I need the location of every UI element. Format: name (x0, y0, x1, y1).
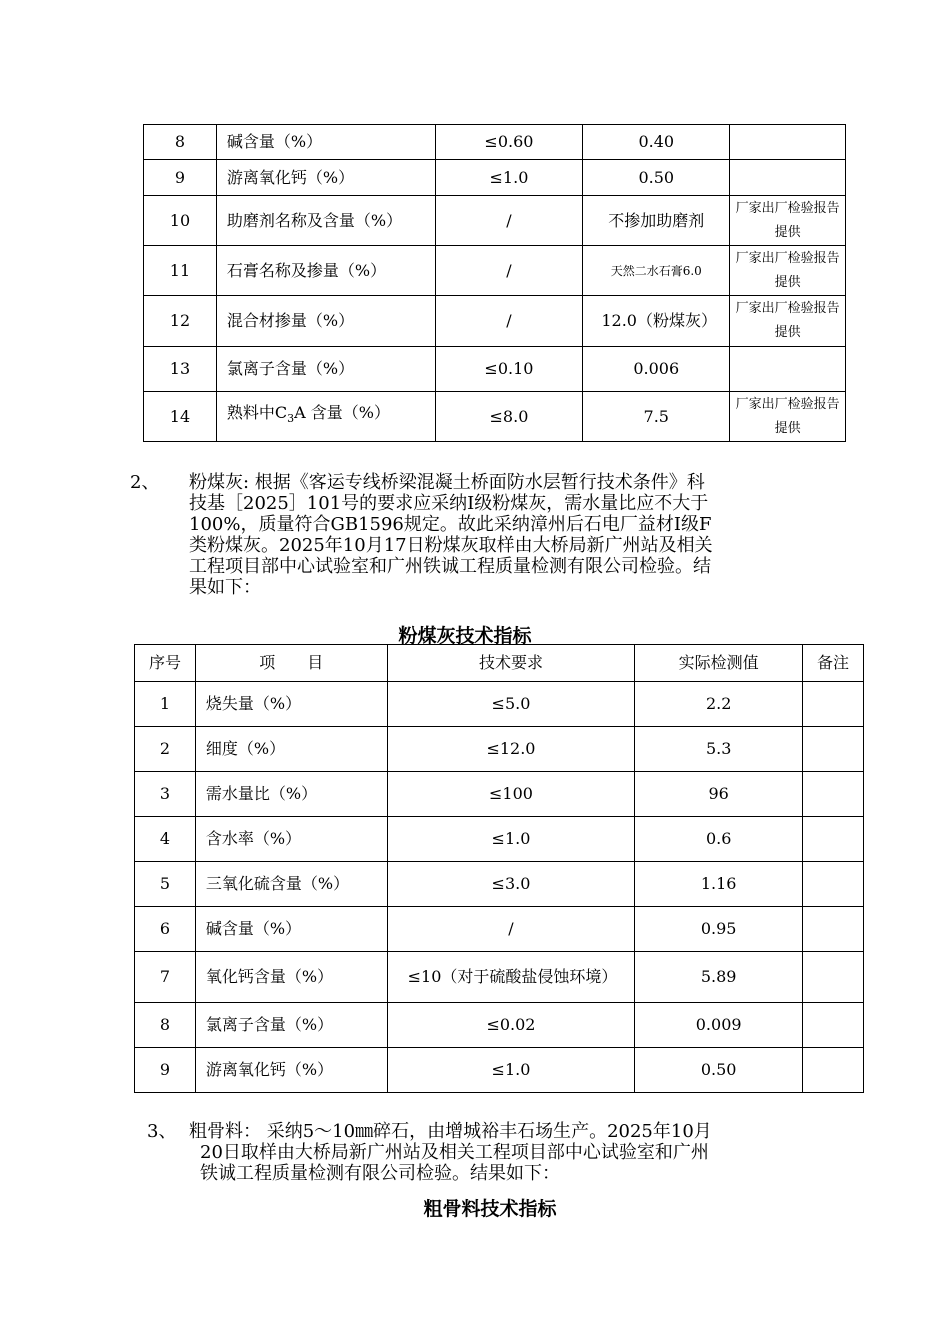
requirement: ≤1.0 (387, 1048, 635, 1093)
remark (803, 817, 864, 862)
paragraph-line: 粉煤灰: 根据《客运专线桥梁混凝土桥面防水层暂行技术条件》科 (189, 472, 705, 493)
remark: 厂家出厂检验报告提供 (730, 246, 846, 296)
item-name: 需水量比（%） (195, 772, 387, 817)
requirement: ≤0.10 (435, 347, 583, 392)
measured-value: 0.006 (583, 347, 730, 392)
remark: 厂家出厂检验报告提供 (730, 296, 846, 347)
paragraph-line: 工程项目部中心试验室和广州铁诚工程质量检测有限公司检验。结 (189, 556, 711, 577)
table-row (144, 160, 846, 196)
measured-value: 1.16 (635, 862, 803, 907)
remark (803, 682, 864, 727)
section-paragraph (189, 472, 849, 598)
requirement: ≤1.0 (435, 160, 583, 196)
measured-value: 天然二水石膏6.0 (583, 246, 730, 296)
measured-value: 2.2 (635, 682, 803, 727)
paragraph-line: 类粉煤灰。2025年10月17日粉煤灰取样由大桥局新广州站及相关 (189, 535, 713, 556)
row-number: 13 (144, 347, 217, 392)
paragraph-line: 20日取样由大桥局新广州站及相关工程项目部中心试验室和广州 (200, 1142, 709, 1163)
remark (730, 347, 846, 392)
item-name-subscript: 3 (287, 412, 295, 426)
measured-value: 7.5 (583, 392, 730, 442)
measured-value: 5.89 (635, 952, 803, 1003)
table-header-row (135, 645, 864, 682)
remark (803, 727, 864, 772)
row-number: 11 (144, 246, 217, 296)
requirement: ≤12.0 (387, 727, 635, 772)
paragraph-line: 铁诚工程质量检测有限公司检验。结果如下： (200, 1163, 560, 1184)
row-number: 7 (135, 952, 196, 1003)
item-name: 游离氧化钙（%） (195, 1048, 387, 1093)
row-number: 8 (135, 1003, 196, 1048)
requirement: ≤3.0 (387, 862, 635, 907)
table-row (144, 296, 846, 347)
remark (730, 160, 846, 196)
item-name: 碱含量（%） (195, 907, 387, 952)
requirement: / (435, 196, 583, 246)
item-name: 游离氧化钙（%） (216, 160, 435, 196)
item-name-suffix: A 含量（%） (294, 403, 390, 423)
table-row (135, 862, 864, 907)
requirement: ≤0.02 (387, 1003, 635, 1048)
row-number: 6 (135, 907, 196, 952)
table-row (144, 246, 846, 296)
row-number: 4 (135, 817, 196, 862)
remark (730, 125, 846, 160)
measured-value: 12.0（粉煤灰） (583, 296, 730, 347)
item-name: 细度（%） (195, 727, 387, 772)
table-row (135, 727, 864, 772)
item-name: 烧失量（%） (195, 682, 387, 727)
item-name: 含水率（%） (195, 817, 387, 862)
row-number: 9 (144, 160, 217, 196)
column-header: 序号 (135, 645, 196, 682)
measured-value: 0.50 (635, 1048, 803, 1093)
measured-value: 0.50 (583, 160, 730, 196)
row-number: 9 (135, 1048, 196, 1093)
table-row (144, 125, 846, 160)
requirement: ≤100 (387, 772, 635, 817)
remark (803, 862, 864, 907)
table-row (135, 772, 864, 817)
table-row (135, 1048, 864, 1093)
requirement: / (435, 296, 583, 347)
section-number: 3、 (147, 1121, 177, 1142)
section-paragraph (189, 1121, 849, 1184)
paragraph-line: 粗骨料： 采纳5～10㎜碎石，由增城裕丰石场生产。2025年10月 (189, 1121, 712, 1142)
table-row (135, 817, 864, 862)
row-number: 5 (135, 862, 196, 907)
measured-value: 0.009 (635, 1003, 803, 1048)
table-row (144, 347, 846, 392)
column-header: 实际检测值 (635, 645, 803, 682)
requirement: ≤8.0 (435, 392, 583, 442)
item-name: 氧化钙含量（%） (195, 952, 387, 1003)
table-row (135, 682, 864, 727)
section-number: 2、 (130, 472, 160, 493)
measured-value: 0.95 (635, 907, 803, 952)
requirement: ≤0.60 (435, 125, 583, 160)
row-number: 12 (144, 296, 217, 347)
requirement: ≤5.0 (387, 682, 635, 727)
cement-spec-table-continued (143, 124, 846, 442)
table-row (144, 196, 846, 246)
paragraph-line: 果如下： (189, 577, 261, 598)
requirement: / (387, 907, 635, 952)
remark (803, 907, 864, 952)
measured-value: 0.6 (635, 817, 803, 862)
remark: 厂家出厂检验报告提供 (730, 392, 846, 442)
table-title: 粉煤灰技术指标 (398, 625, 532, 647)
remark (803, 952, 864, 1003)
table-row (135, 952, 864, 1003)
measured-value: 5.3 (635, 727, 803, 772)
row-number: 1 (135, 682, 196, 727)
row-number: 10 (144, 196, 217, 246)
item-name: 助磨剂名称及含量（%） (216, 196, 435, 246)
requirement: ≤1.0 (387, 817, 635, 862)
row-number: 3 (135, 772, 196, 817)
remark: 厂家出厂检验报告提供 (730, 196, 846, 246)
paragraph-line: 技基［2025］101号的要求应采纳Ⅰ级粉煤灰，需水量比应不大于 (189, 493, 709, 514)
item-name: 混合材掺量（%） (216, 296, 435, 347)
requirement: / (435, 246, 583, 296)
item-name (216, 392, 435, 442)
table-row (144, 392, 846, 442)
requirement: ≤10（对于硫酸盐侵蚀环境） (387, 952, 635, 1003)
item-name: 三氧化硫含量（%） (195, 862, 387, 907)
measured-value: 96 (635, 772, 803, 817)
row-number: 8 (144, 125, 217, 160)
row-number: 14 (144, 392, 217, 442)
remark (803, 1048, 864, 1093)
row-number: 2 (135, 727, 196, 772)
item-name-prefix: 熟料中C (226, 403, 288, 423)
item-name: 碱含量（%） (216, 125, 435, 160)
column-header: 技术要求 (387, 645, 635, 682)
item-name: 石膏名称及掺量（%） (216, 246, 435, 296)
measured-value: 0.40 (583, 125, 730, 160)
column-header: 备注 (803, 645, 864, 682)
table-row (135, 1003, 864, 1048)
item-name: 氯离子含量（%） (216, 347, 435, 392)
measured-value: 不掺加助磨剂 (583, 196, 730, 246)
remark (803, 772, 864, 817)
fly-ash-spec-table (134, 644, 864, 1093)
item-name: 氯离子含量（%） (195, 1003, 387, 1048)
paragraph-line: 100%，质量符合GB1596规定。故此采纳漳州后石电厂益材Ⅰ级F (189, 514, 712, 535)
remark (803, 1003, 864, 1048)
column-header: 项 目 (195, 645, 387, 682)
table-row (135, 907, 864, 952)
table-title: 粗骨料技术指标 (423, 1198, 557, 1220)
